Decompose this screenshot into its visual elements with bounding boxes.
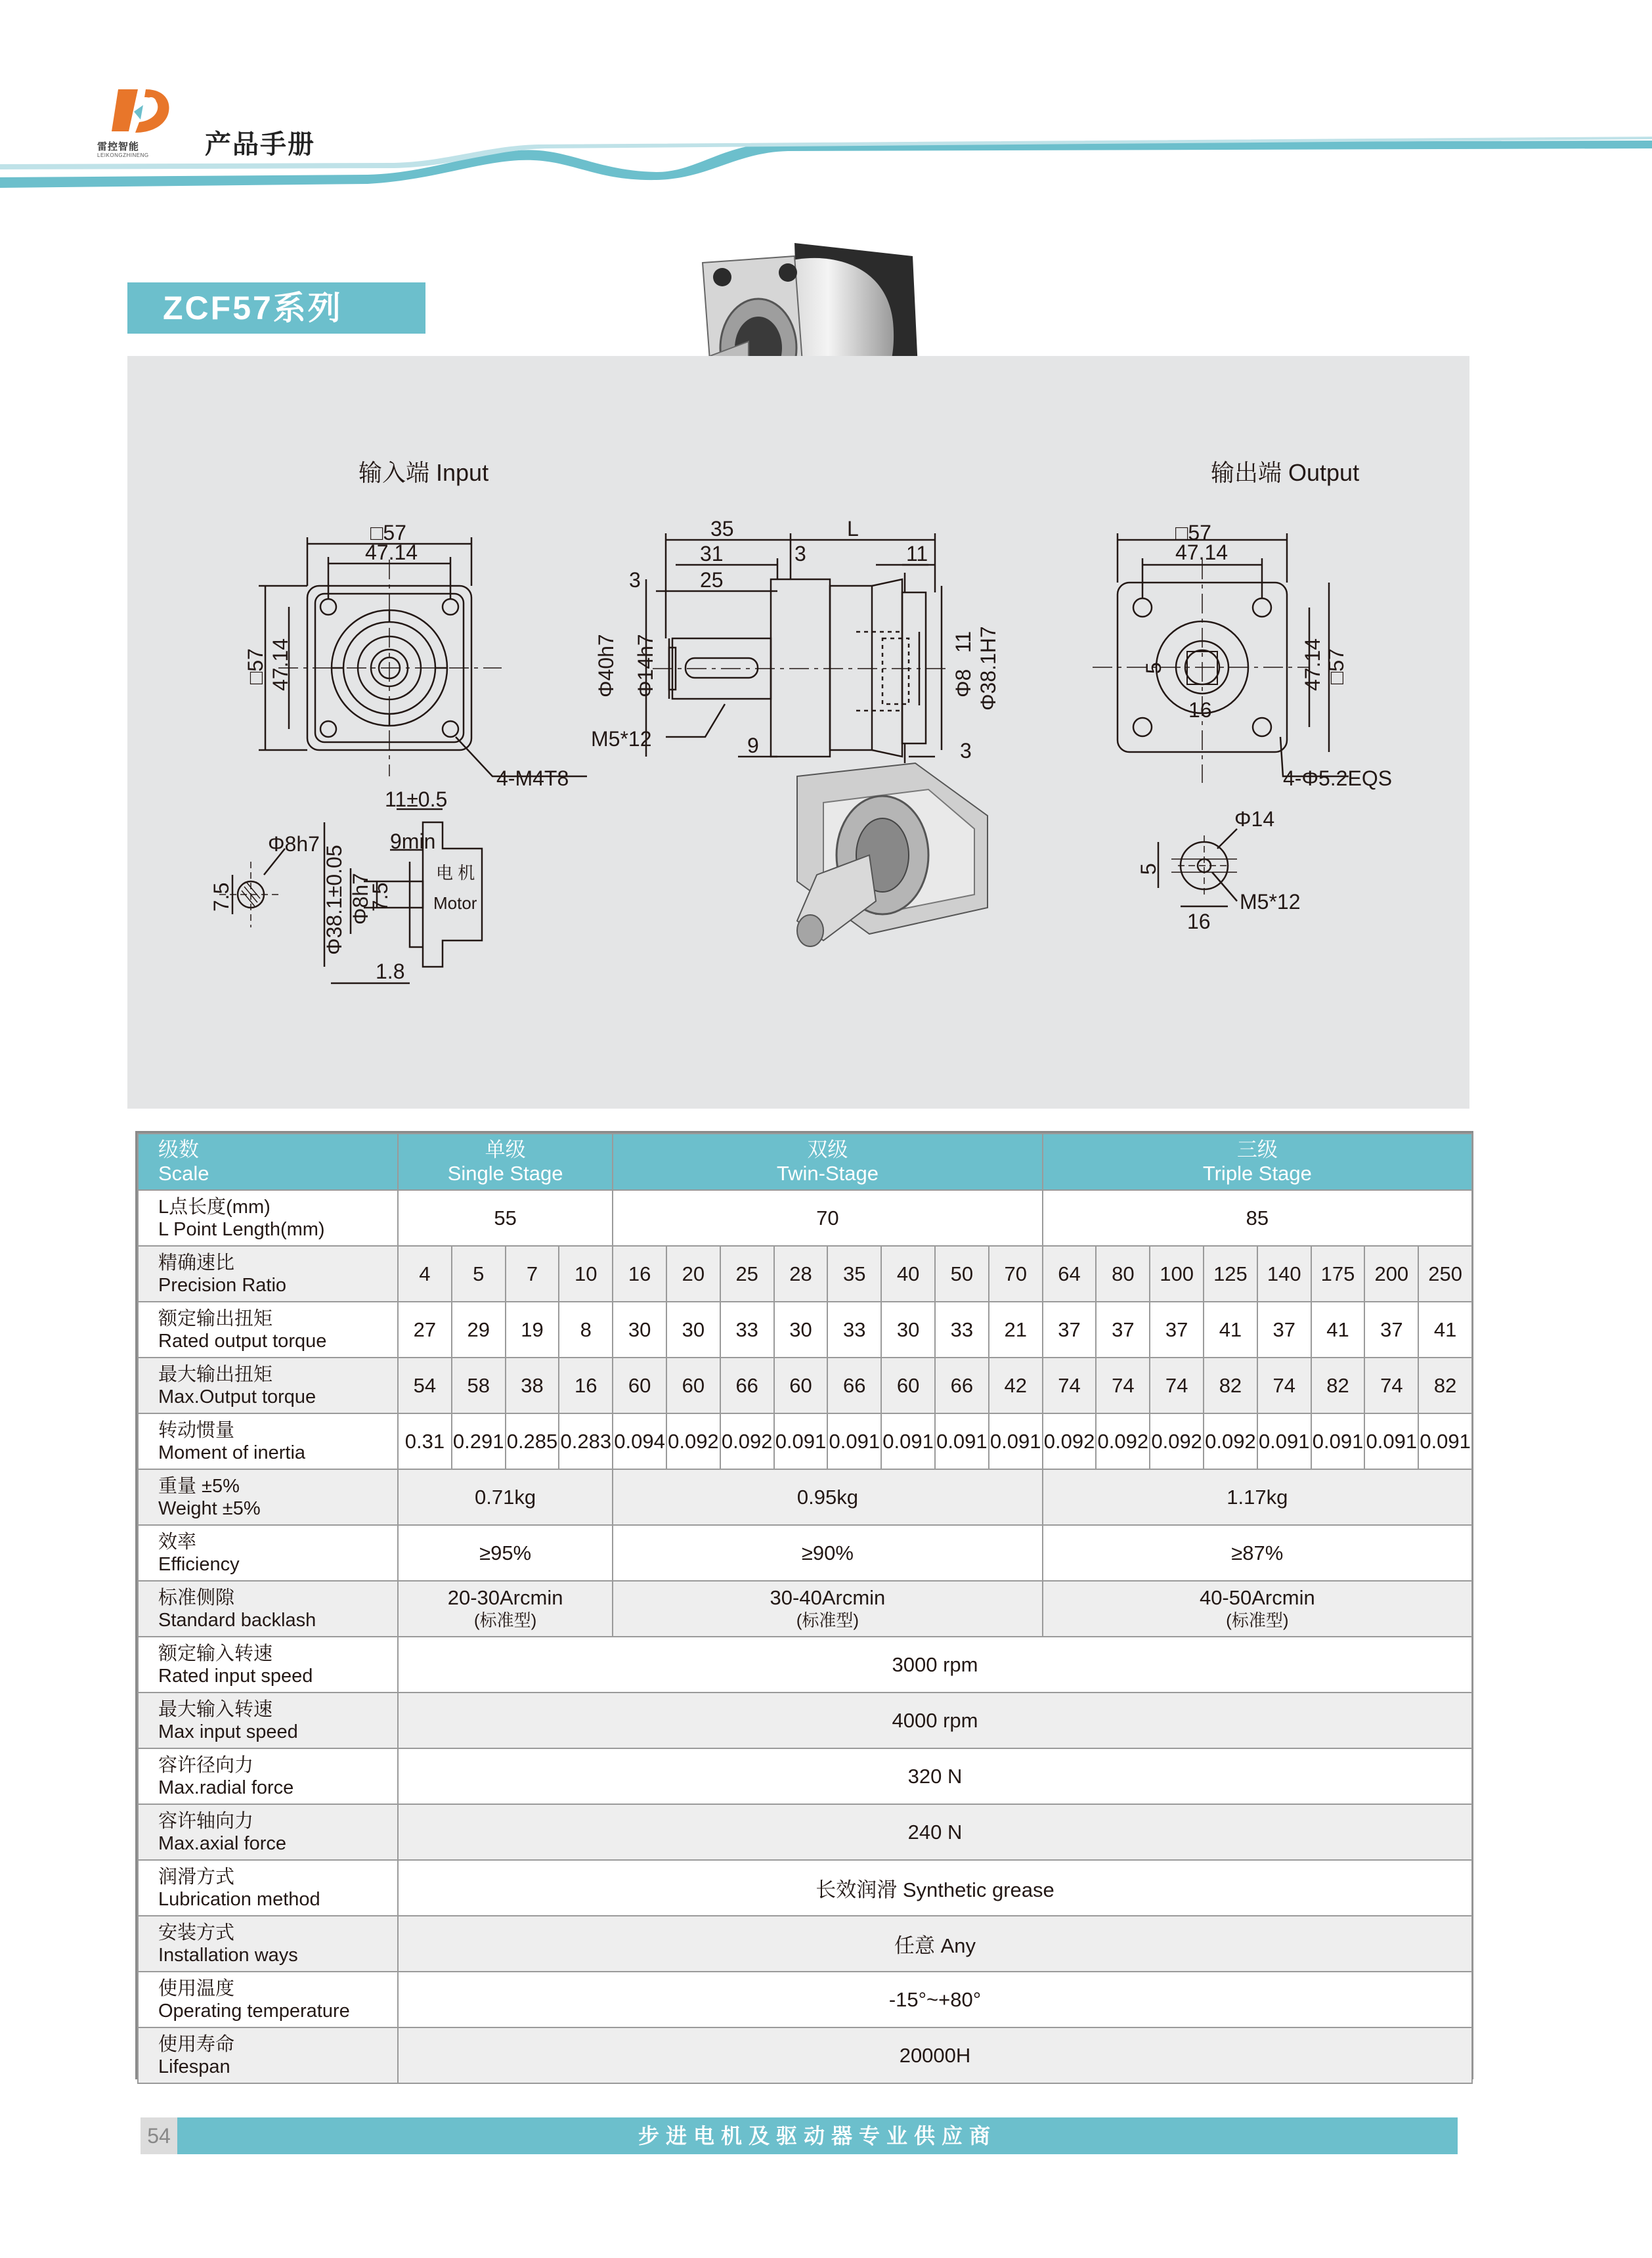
row-max-speed: 最大输入转速 Max input speed 4000 rpm	[138, 1693, 1472, 1748]
dim-side-381: Φ38.1H7	[976, 626, 1000, 711]
row-axial-force: 容许轴向力 Max.axial force 240 N	[138, 1804, 1472, 1860]
dim-output-pcd: 47.14	[1175, 541, 1228, 564]
input-label: 输入端 Input	[359, 459, 489, 486]
row-ratio: 精确速比 Precision Ratio 4 5 7 10 16 20 25 28 35 40 50 70 64 80 100 125 140 175 200 250	[138, 1246, 1472, 1302]
header-twin-stage: 双级 Twin-Stage	[613, 1134, 1042, 1190]
brand-subtitle: LEIKONGZHINENG	[97, 152, 149, 158]
spec-table	[135, 1131, 1473, 2079]
table-header-row	[138, 1134, 1472, 1190]
manual-title: 产品手册	[205, 130, 315, 159]
dim-output-holes: 4-Φ5.2EQS	[1283, 766, 1393, 790]
dim-input-pcd: 47.14	[365, 541, 418, 564]
dim-input-holes: 4-M4T8	[496, 766, 569, 790]
header-scale: 级数 Scale	[138, 1134, 398, 1190]
dim-side-m5: M5*12	[591, 727, 652, 751]
dim-output-side-sq: □57	[1324, 648, 1348, 684]
page-number: 54	[141, 2117, 177, 2154]
dim-shaft-14: Φ14	[1234, 807, 1275, 831]
dim-motor-75b: 7.5	[368, 882, 392, 912]
dim-side-11: 11	[906, 542, 928, 565]
dim-output-side-pcd: 47.14	[1301, 638, 1324, 691]
series-title: ZCF57系列	[127, 282, 425, 334]
header-single-stage: 单级 Single Stage	[398, 1134, 613, 1190]
row-rated-speed: 额定输入转速 Rated input speed 3000 rpm	[138, 1637, 1472, 1693]
dim-output-16: 16	[1188, 698, 1212, 722]
row-max-torque: 最大输出扭矩 Max.Output torque 54 58 38 16 60 60 66 60 66 60 66 42 74 74 74 82 74 82 74 82	[138, 1358, 1472, 1413]
dim-motor-115: 11±0.5	[385, 787, 448, 811]
row-length: L点长度(mm) L Point Length(mm) 55 70 85	[138, 1190, 1472, 1246]
dim-shaft-5: 5	[1137, 863, 1160, 875]
dim-input-sq: □57	[370, 521, 406, 544]
dim-side-3b: 3	[629, 568, 641, 592]
dim-side-14: Φ14h7	[634, 634, 657, 697]
row-lubrication: 润滑方式 Lubrication method 长效润滑 Synthetic grease	[138, 1860, 1472, 1916]
technical-drawing-panel	[127, 356, 1469, 1109]
dim-side-11b: 11	[951, 631, 975, 653]
dim-motor-8h7: Φ8h7	[268, 832, 320, 856]
dim-input-side-pcd: 47.14	[269, 638, 292, 691]
dim-side-3c: 3	[960, 739, 972, 763]
row-installation: 安装方式 Installation ways 任意 Any	[138, 1916, 1472, 1972]
motor-label-en: Motor	[433, 893, 477, 913]
dim-side-L: L	[847, 517, 859, 541]
dim-motor-8h7b: Φ8h7	[349, 873, 372, 925]
header-triple-stage: 三级 Triple Stage	[1043, 1134, 1472, 1190]
gearbox-render-3d	[797, 763, 988, 946]
output-label: 输出端 Output	[1211, 459, 1360, 486]
row-backlash: 标准侧隙 Standard backlash 20-30Arcmin (标准型) 30-40Arcmin (标准型) 40-50Arcmin (标准型)	[138, 1581, 1472, 1637]
dim-side-9: 9	[747, 734, 759, 757]
dim-output-5: 5	[1142, 662, 1165, 674]
dim-output-sq: □57	[1175, 521, 1211, 544]
brand-name: 雷控智能	[97, 141, 140, 152]
dim-shaft-16: 16	[1187, 910, 1211, 933]
dim-shaft-m5: M5*12	[1240, 890, 1301, 914]
motor-label-cn: 电 机	[436, 863, 475, 883]
dim-side-35: 35	[710, 517, 734, 541]
row-radial-force: 容许径向力 Max.radial force 320 N	[138, 1748, 1472, 1804]
dim-side-31: 31	[700, 542, 724, 565]
row-weight: 重量 ±5% Weight ±5% 0.71kg 0.95kg 1.17kg	[138, 1469, 1472, 1525]
row-temperature: 使用温度 Operating temperature -15°~+80°	[138, 1972, 1472, 2027]
company-logo-icon	[112, 85, 175, 138]
row-inertia: 转动惯量 Moment of inertia 0.31 0.291 0.285 0.283 0.094 0.092 0.092 0.091 0.091 0.091 0.091 0.091 0.092 0.092 0.092 0.092 0.091 0.091 0.091 0.091	[138, 1413, 1472, 1469]
row-rated-torque: 额定输出扭矩 Rated output torque 27 29 19 8 30 30 33 30 33 30 33 21 37 37 37 41 37 41 37 41	[138, 1302, 1472, 1358]
row-lifespan: 使用寿命 Lifespan 20000H	[138, 2027, 1472, 2083]
dim-side-25: 25	[700, 568, 724, 592]
dim-input-side-sq: □57	[244, 648, 267, 684]
dim-motor-18: 1.8	[376, 960, 405, 983]
dim-motor-75a: 7.5	[209, 882, 233, 912]
footer-slogan: 步进电机及驱动器专业供应商	[177, 2117, 1458, 2154]
row-efficiency: 效率 Efficiency ≥95% ≥90% ≥87%	[138, 1525, 1472, 1581]
dim-side-40: Φ40h7	[594, 634, 618, 697]
dim-side-3a: 3	[794, 542, 806, 565]
dim-motor-381: Φ38.1±0.05	[322, 845, 346, 955]
dim-motor-9min: 9min	[390, 830, 436, 853]
dim-side-8: Φ8	[951, 669, 975, 697]
